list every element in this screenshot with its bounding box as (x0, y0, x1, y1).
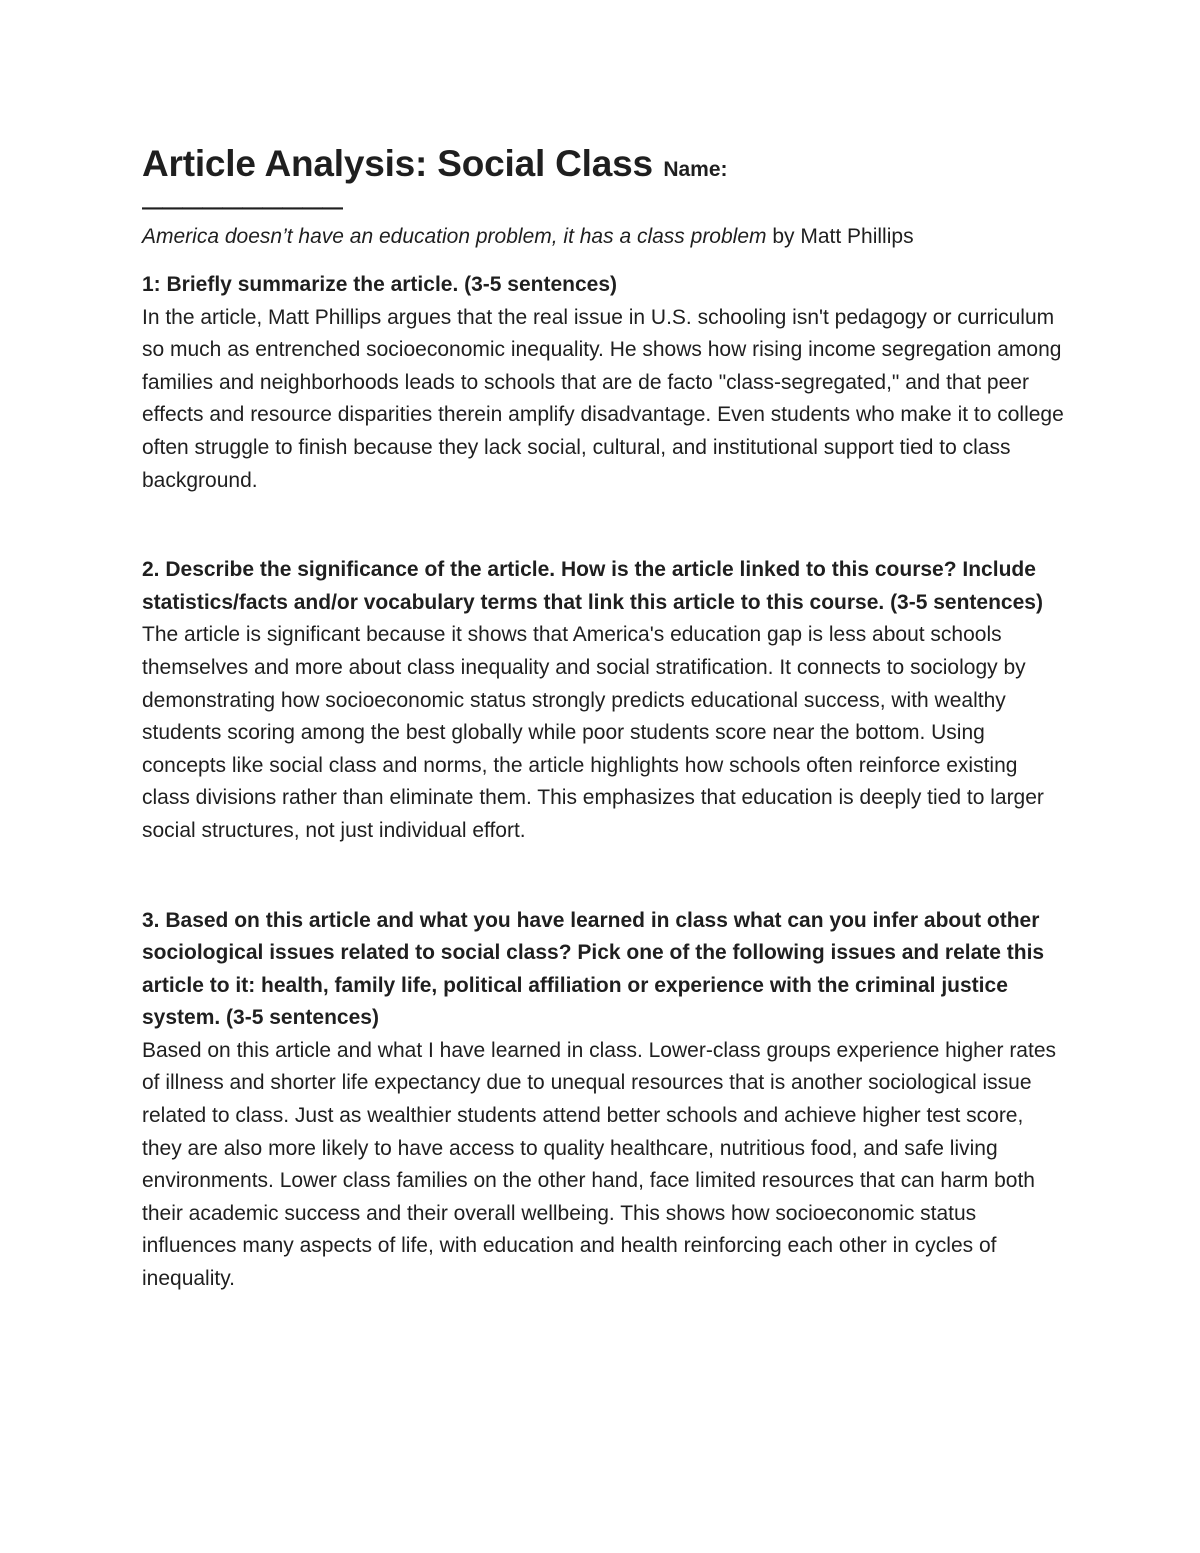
article-byline: by Matt Phillips (766, 225, 914, 248)
name-label: Name: (663, 158, 728, 181)
section-1 (142, 269, 1067, 497)
question-3: 3. Based on this article and what you have learned in class what can you infer about other sociological issues related to social class? Pick one of the following issues and relate this article to it: health, family life, political affiliation or experience with the criminal justice system. (3-5 sentences) (142, 908, 1045, 1030)
document-page (142, 138, 1067, 1296)
answer-1: In the article, Matt Phillips argues that the real issue in U.S. schooling isn't pedagogy or curriculum so much as entrenched socioeconomic inequality. He shows how rising income segregation among families and neighborhoods leads to schools that are de facto "class-segregated," and that peer effects and resource disparities therein amplify disadvantage. Even students who make it to college often struggle to finish because they lack social, cultural, and institutional support tied to class background. (142, 305, 1064, 492)
question-2: 2. Describe the significance of the article. How is the article linked to this course? Include statistics/facts and/or vocabulary terms that link this article to this course. (3-5 sentences) (142, 558, 1043, 614)
document-title: Article Analysis: Social Class (142, 143, 653, 184)
article-reference (142, 220, 1067, 253)
section-2 (142, 554, 1067, 847)
section-3 (142, 905, 1067, 1296)
answer-2: The article is significant because it shows that America's education gap is less about schools themselves and more about class inequality and social stratification. It connects to sociology by demonstrating how socioeconomic status strongly predicts educational success, with wealthy students scoring among the best globally while poor students score near the bottom. Using concepts like social class and norms, the article highlights how schools often reinforce existing class divisions rather than eliminate them. This emphasizes that education is deeply tied to larger social structures, not just individual effort. (142, 623, 1044, 842)
answer-3: Based on this article and what I have learned in class. Lower-class groups experience higher rates of illness and shorter life expectancy due to unequal resources that is another sociological issue related to class. Just as wealthier students attend better schools and achieve higher test score, they are also more likely to have access to quality healthcare, nutritious food, and safe living environments. Lower class families on the other hand, face limited resources that can harm both their academic success and their overall wellbeing. This shows how socioeconomic status influences many aspects of life, with education and health reinforcing each other in cycles of inequality. (142, 1038, 1057, 1291)
article-title: America doesn’t have an education problem, it has a class problem (142, 225, 767, 248)
name-blank-line: —————————— (142, 196, 342, 219)
question-1: 1: Briefly summarize the article. (3-5 sentences) (142, 273, 618, 296)
title-line (142, 138, 1067, 198)
